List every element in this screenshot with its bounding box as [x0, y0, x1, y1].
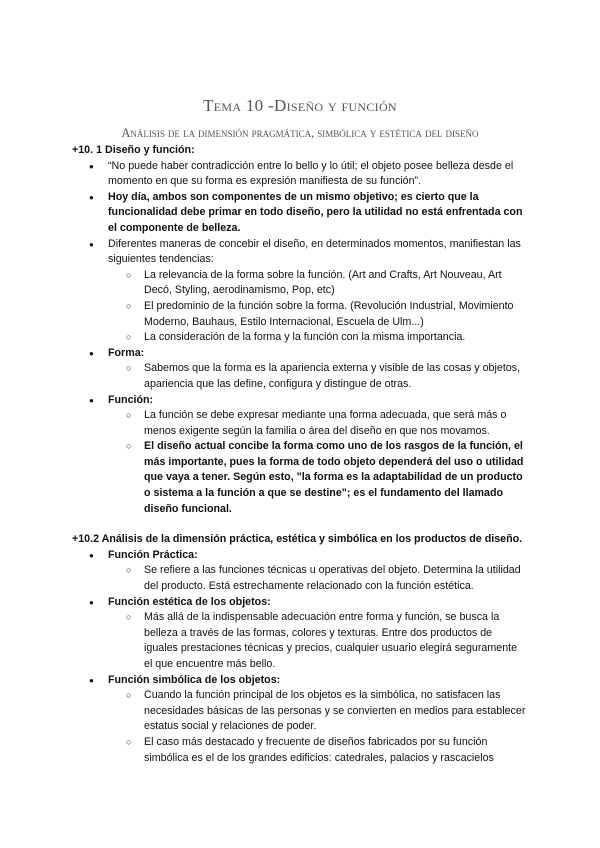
- funcion-label: Función:: [108, 393, 154, 406]
- list-item: [72, 595, 528, 673]
- forma-label: Forma:: [108, 346, 145, 359]
- sub-list-item: ○ Más allá de la indispensable adecuación entre forma y función, se busca la belleza a través de las formas, colores y texturas. Entre dos productos de iguales prestaciones técnicas y precios, cualquier usuario elegirá seguramente el que encuentre más bello.: [108, 610, 528, 672]
- simbolica-label: Función simbólica de los objetos:: [108, 673, 281, 686]
- forma-list: [108, 361, 528, 392]
- list-item: [72, 346, 528, 393]
- section-2-list: [72, 548, 528, 766]
- tendencias-list: [108, 268, 528, 346]
- list-item: [72, 237, 528, 346]
- sub-list-item: ○ El caso más destacado y frecuente de diseños fabricados por su función simbólica es el de los grandes edificios: catedrales, palacios y rascacielos: [108, 735, 528, 766]
- sub-list-item: ○ La relevancia de la forma sobre la función. (Art and Crafts, Art Nouveau, Art Decó, Styling, aerodinamismo, Pop, etc): [108, 268, 528, 299]
- sub-list-item: ○ La consideración de la forma y la función con la misma importancia.: [108, 330, 528, 346]
- list-item: [72, 548, 528, 595]
- practica-label: Función Práctica:: [108, 548, 198, 561]
- sub-list-item: ○ Cuando la función principal de los objetos es la simbólica, no satisfacen las necesidades básicas de las personas y se convierten en medios para establecer estatus social y relaciones de poder.: [108, 688, 528, 735]
- sub-list-item: ○ La función se debe expresar mediante una forma adecuada, que será más o menos exigente según la familia o área del diseño en que nos movamos.: [108, 408, 528, 439]
- simbolica-list: [108, 688, 528, 766]
- document-body: [72, 143, 528, 766]
- list-item-text: Diferentes maneras de concebir el diseño, en determinados momentos, manifiestan las siguientes tendencias:: [108, 237, 521, 266]
- sub-list-item: ○ El predominio de la función sobre la forma. (Revolución Industrial, Movimiento Moderno, Bauhaus, Estilo Internacional, Escuela de Ulm...): [108, 299, 528, 330]
- estetica-label: Función estética de los objetos:: [108, 595, 271, 608]
- list-item: [72, 673, 528, 767]
- estetica-list: [108, 610, 528, 672]
- section-2-heading: +10.2 Análisis de la dimensión práctica, estética y simbólica en los productos de diseño.: [72, 533, 523, 546]
- sub-list-item: ○ Se refiere a las funciones técnicas u operativas del objeto. Determina la utilidad del producto. Está estrechamente relacionado con la función estética.: [108, 563, 528, 594]
- document-subtitle: Análisis de la dimensión pragmática, simbólica y estética del diseño: [121, 126, 479, 140]
- document-title: Tema 10 -Diseño y función: [203, 96, 397, 115]
- funcion-list: [108, 408, 528, 517]
- list-item: [72, 393, 528, 518]
- section-1-heading: +10. 1 Diseño y función:: [72, 144, 195, 156]
- section-1-list: [72, 159, 528, 518]
- sub-list-item: ○ El diseño actual concibe la forma como uno de los rasgos de la función, el más importante, pues la forma de todo objeto dependerá del uso o utilidad que vaya a tener. Según esto, "la forma es la adaptabilidad de un producto o sistema a la función a que se destine"; es el fundamento del llamado diseño funcional.: [108, 439, 528, 517]
- list-item: ● Hoy día, ambos son componentes de un mismo objetivo; es cierto que la funcionalidad debe primar en todo diseño, pero la utilidad no está enfrentada con el componente de belleza.: [72, 190, 528, 237]
- sub-list-item: ○ Sabemos que la forma es la apariencia externa y visible de las cosas y objetos, apariencia que las define, configura y distingue de otras.: [108, 361, 528, 392]
- list-item: ● “No puede haber contradicción entre lo bello y lo útil; el objeto posee belleza desde el momento en que su forma es expresión manifiesta de su función”.: [72, 159, 528, 190]
- practica-list: [108, 563, 528, 594]
